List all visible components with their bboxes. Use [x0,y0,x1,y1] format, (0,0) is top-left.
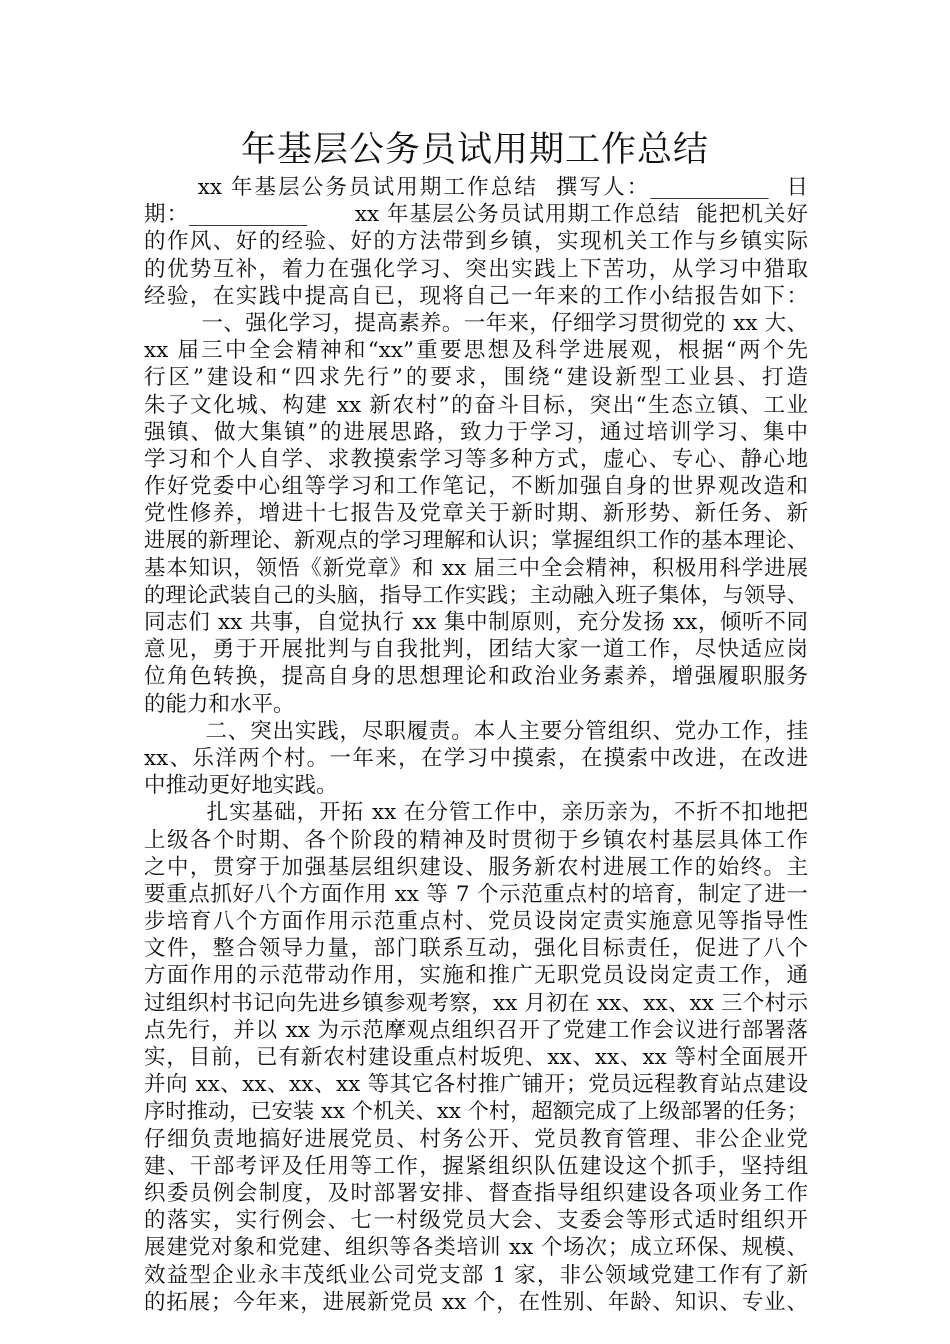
body-line: 一、强化学习，提高素养。一年来，仔细学习贯彻党的 xx 大、 [144,310,808,336]
body-line: 期：___________ xx 年基层公务员试用期工作总结 能把机关好 [144,202,808,228]
body-line: 织委员例会制度，及时部署安排、督查指导组织建设各项业务工作 [144,1180,808,1206]
body-line: 方面作用的示范带动作用，实施和推广无职党员设岗定责工作，通 [144,963,808,989]
body-line: 基本知识，领悟《新党章》和 xx 届三中全会精神，积极用科学进展 [144,555,808,581]
body-line: 的拓展；今年来，进展新党员 xx 个，在性别、年龄、知识、专业、 [144,1289,808,1315]
document-body [144,174,808,1316]
body-line: 的能力和水平。 [144,691,295,717]
body-line: 进展的新理论、新观点的学习理解和认识；掌握组织工作的基本理论、 [144,528,808,554]
body-line: 中推动更好地实践。 [144,773,338,799]
body-line: 位角色转换，提高自身的思想理论和政治业务素养，增强履职服务 [144,664,808,690]
body-line: 意见，勇于开展批判与自我批判，团结大家一道工作，尽快适应岗 [144,637,808,663]
body-line: xx 年基层公务员试用期工作总结 撰写人：___________ 日 [144,175,808,200]
body-line: 展建党对象和党建、组织等各类培训 xx 个场次；成立环保、规模、 [144,1235,808,1261]
body-line: 扎实基础，开拓 xx 在分管工作中，亲历亲为，不折不扣地把 [144,800,808,826]
body-line: 行区”建设和“四求先行”的要求，围绕“建设新型工业县、打造 [144,365,808,391]
body-line: 学习和个人自学、求教摸索学习等多种方式，虚心、专心、静心地 [144,446,808,472]
body-line: 的理论武装自己的头脑，指导工作实践；主动融入班子集体，与领导、 [144,582,808,608]
body-line: 作好党委中心组等学习和工作笔记，不断加强自身的世界观改造和 [144,474,808,500]
body-line: 建、干部考评及任用等工作，握紧组织队伍建设这个抓手，坚持组 [144,1153,808,1179]
body-line: xx、乐洋两个村。一年来，在学习中摸索，在摸索中改进，在改进 [144,745,808,771]
body-line: 上级各个时期、各个阶段的精神及时贯彻于乡镇农村基层具体工作 [144,827,808,853]
body-line: xx 届三中全会精神和“xx”重要思想及科学进展观，根据“两个先 [144,338,808,364]
body-line: 经验，在实践中提高自已，现将自己一年来的工作小结报告如下： [144,283,808,309]
body-line: 并向 xx、xx、xx、xx 等其它各村推广铺开；党员远程教育站点建设 [144,1072,808,1098]
body-line: 要重点抓好八个方面作用 xx 等 7 个示范重点村的培育，制定了进一 [144,881,808,907]
body-line: 点先行，并以 xx 为示范摩观点组织召开了党建工作会议进行部署落 [144,1017,808,1043]
body-line: 二、突出实践，尽职履责。本人主要分管组织、党办工作，挂 [144,718,808,744]
body-line: 过组织村书记向先进乡镇参观考察，xx 月初在 xx、xx、xx 三个村示 [144,990,808,1016]
body-line: 同志们 xx 共事，自觉执行 xx 集中制原则，充分发扬 xx，倾听不同 [144,610,808,635]
body-line: 的作风、好的经验、好的方法带到乡镇，实现机关工作与乡镇实际 [144,229,808,255]
body-line: 之中，贯穿于加强基层组织建设、服务新农村进展工作的始终。主 [144,854,808,880]
body-line: 朱子文化城、构建 xx 新农村”的奋斗目标，突出“生态立镇、工业 [144,392,808,418]
body-line: 的落实，实行例会、七一村级党员大会、支委会等形式适时组织开 [144,1208,808,1234]
body-line: 党性修养，增进十七报告及党章关于新时期、新形势、新任务、新 [144,501,808,527]
body-line: 实，目前，已有新农村建设重点村坂兜、xx、xx、xx 等村全面展开 [144,1045,808,1070]
body-line: 仔细负责地搞好进展党员、村务公开、党员教育管理、非公企业党 [144,1126,808,1152]
body-line: 步培育八个方面作用示范重点村、党员设岗定责实施意见等指导性 [144,909,808,935]
body-line: 的优势互补，着力在强化学习、突出实践上下苦功，从学习中猎取 [144,256,808,282]
body-line: 效益型企业永丰茂纸业公司党支部 1 家，非公领域党建工作有了新 [144,1262,808,1288]
body-line: 序时推动，已安装 xx 个机关、xx 个村，超额完成了上级部署的任务； [144,1099,808,1125]
document-title: 年基层公务员试用期工作总结 [240,130,709,170]
body-line: 文件，整合领导力量，部门联系互动，强化目标责任，促进了八个 [144,936,808,962]
body-line: 强镇、做大集镇”的进展思路，致力于学习，通过培训学习、集中 [144,419,808,445]
